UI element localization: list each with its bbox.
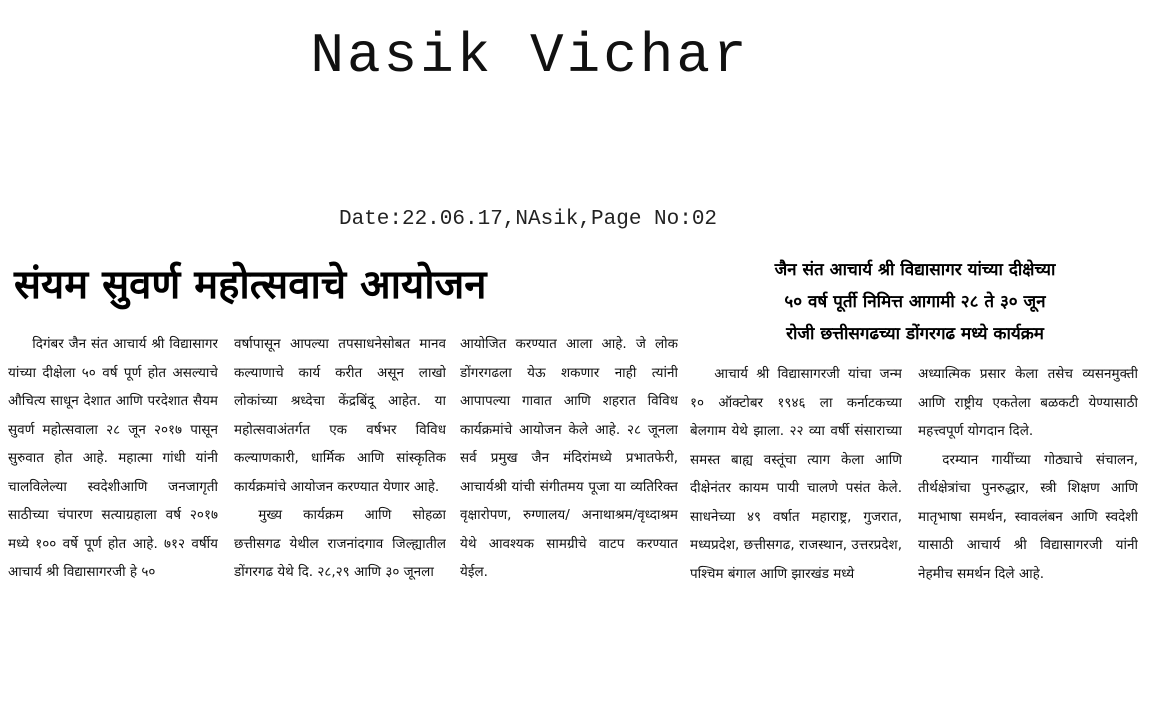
article-column-4 <box>690 360 902 710</box>
side-headline-line: रोजी छत्तीसगढच्या डोंगरगढ मध्ये कार्यक्रम <box>786 324 1044 344</box>
article-column-1 <box>8 330 218 710</box>
article-column-2 <box>234 330 446 710</box>
article-column-3 <box>460 330 678 710</box>
paragraph: आयोजित करण्यात आला आहे. जे लोक डोंगरगढला येऊ शकणार नाही त्यांनी आपापल्या गावात आणि शहरात विविध कार्यक्रमांचे आयोजन केले आहे. २८ जूनला सर्व प्रमुख जैन मंदिरांमध्ये प्रभातफेरी, आचार्यश्री यांची संगीतमय पूजा या व्यतिरिक्त वृक्षारोपण, रुग्णालय/ अनाथाश्रम/वृध्दाश्रम येथे आवश्यक सामग्रीचे वाटप करण्यात येईल. <box>460 336 678 580</box>
dateline: Date:22.06.17,NAsik,Page No:02 <box>338 208 718 231</box>
paragraph: अध्यात्मिक प्रसार केला तसेच व्यसनमुक्ती आणि राष्ट्रीय एकतेला बळकटी येण्यासाठी महत्त्वपूर्ण योगदान दिले. <box>918 366 1138 439</box>
masthead: Nasik Vichar <box>310 24 750 88</box>
paragraph: दरम्यान गायींच्या गोठ्याचे संचालन, तीर्थक्षेत्रांचा पुनरुद्धार, स्त्री शिक्षण आणि मातृभाषा समर्थन, स्वावलंबन आणि स्वदेशी यासाठी आचार्य श्री विद्यासागरजी यांनी नेहमीच समर्थन दिले आहे. <box>918 451 1138 582</box>
side-headline-line: ५० वर्ष पूर्ती निमित्त आगामी २८ ते ३० जून <box>784 292 1046 312</box>
paragraph: वर्षापासून आपल्या तपसाधनेसोबत मानव कल्याणाचे कार्य करीत असून लाखो लोकांच्या श्रध्देचा केंद्रबिंदू आहेत. या महोत्सवाअंतर्गत एक वर्षभर विविध कल्याणकारी, धार्मिक आणि सांस्कृतिक कार्यक्रमांचे आयोजन करण्यात येणार आहे. <box>234 336 446 495</box>
main-headline: संयम सुवर्ण महोत्सवाचे आयोजन <box>14 262 487 308</box>
article-column-5 <box>918 360 1138 710</box>
paragraph: आचार्य श्री विद्यासागरजी यांचा जन्म १० ऑक्टोबर १९४६ ला कर्नाटकच्या बेलगाम येथे झाला. २२ व्या वर्षी संसाराच्या समस्त बाह्य वस्तूंचा त्याग केला आणि दीक्षेनंतर कायम पायी चालणे पसंत केले. साधनेच्या ४९ वर्षात महाराष्ट्र, गुजरात, मध्यप्रदेश, छत्तीसगढ, राजस्थान, उत्तरप्रदेश, पश्चिम बंगाल आणि झारखंड मध्ये <box>690 366 902 582</box>
paragraph: दिगंबर जैन संत आचार्य श्री विद्यासागर यांच्या दीक्षेला ५० वर्ष पूर्ण होत असल्याचे औचित्य साधून देशात आणि परदेशात सैयम सुवर्ण महोत्सवाला २८ जून २०१७ पासून सुरुवात होत आहे. महात्मा गांधी यांनी चालविलेल्या स्वदेशीआणि जनजागृती साठीच्या चंपारण सत्याग्रहाला वर्ष २०१७ मध्ये १०० वर्षे पूर्ण होत आहे. ७१२ वर्षीय आचार्य श्री विद्यासागरजी हे ५० <box>8 336 218 580</box>
side-headline-line: जैन संत आचार्य श्री विद्यासागर यांच्या दीक्षेच्या <box>774 260 1056 280</box>
paragraph: मुख्य कार्यक्रम आणि सोहळा छत्तीसगढ येथील राजनांदगाव जिल्ह्यातील डोंगरगढ येथे दि. २८,२९ आणि ३० जूनला <box>234 507 446 580</box>
side-headline <box>690 254 1140 350</box>
